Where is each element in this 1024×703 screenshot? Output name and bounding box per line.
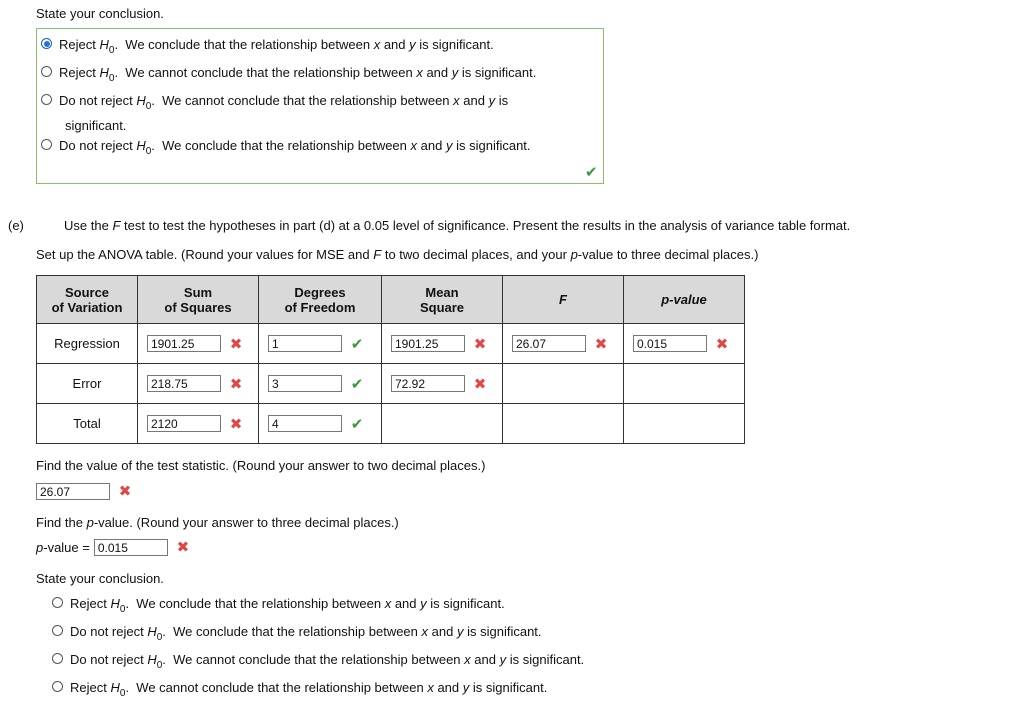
bottom-option-3[interactable]: [52, 650, 584, 675]
empty-cell: [503, 364, 624, 404]
bottom-option-4[interactable]: [52, 678, 547, 703]
test-stat-input[interactable]: 26.07: [36, 483, 110, 500]
table-row-error: [37, 364, 745, 404]
cross-icon: ✖: [229, 415, 243, 433]
top-option-3[interactable]: [41, 91, 561, 135]
empty-cell: [624, 364, 745, 404]
top-option-1[interactable]: [41, 35, 494, 60]
option-text: Do not reject $H_0$. We cannot conclude that the relationship between x and y is significant.: [70, 652, 585, 671]
anova-table: [36, 275, 745, 444]
ms-error-input[interactable]: 72.92: [391, 375, 465, 392]
header-mean-square: Mean Square: [382, 276, 503, 324]
df-regression-input[interactable]: 1: [268, 335, 342, 352]
top-option-4[interactable]: [41, 136, 531, 161]
p-value-row: p -value = 0.015 ✖: [36, 539, 190, 556]
ss-error-input[interactable]: 218.75: [147, 375, 221, 392]
p-value-label: -value =: [43, 539, 90, 555]
check-icon: ✔: [350, 335, 364, 353]
radio-icon[interactable]: [52, 625, 63, 636]
part-e-label: (e): [8, 218, 24, 233]
bottom-option-2[interactable]: [52, 622, 542, 647]
check-icon: ✔: [585, 164, 598, 181]
empty-cell: [382, 404, 503, 444]
row-source: Error: [37, 364, 138, 404]
cross-icon: ✖: [594, 335, 608, 353]
f-input[interactable]: 26.07: [512, 335, 586, 352]
cross-icon: ✖: [229, 375, 243, 393]
ms-regression-input[interactable]: 1901.25: [391, 335, 465, 352]
table-row-total: [37, 404, 745, 444]
option-text: Reject $H_0$. We cannot conclude that the relationship between x and y is significant.: [70, 680, 548, 699]
radio-icon[interactable]: [52, 597, 63, 608]
top-conclusion-prompt: State your conclusion.: [36, 6, 164, 21]
header-sum-of-squares: Sum of Squares: [138, 276, 259, 324]
p-value-input[interactable]: 0.015: [94, 539, 168, 556]
p-value-table-input[interactable]: 0.015: [633, 335, 707, 352]
p-value-prompt: Find the p-value. (Round your answer to three decimal places.): [36, 515, 399, 530]
anova-setup-instructions: Set up the ANOVA table. (Round your values for MSE and F to two decimal places, and your p-value to three decimal places.): [36, 247, 759, 262]
option-text: Reject $H_0$. We conclude that the relationship between x and y is significant.: [59, 37, 494, 56]
test-stat-row: [36, 482, 132, 500]
row-source: Regression: [37, 324, 138, 364]
check-icon: ✔: [350, 415, 364, 433]
cross-icon: ✖: [118, 483, 132, 500]
option-text: Reject $H_0$. We conclude that the relationship between x and y is significant.: [70, 596, 505, 615]
top-option-2[interactable]: [41, 63, 536, 88]
header-degrees-of-freedom: Degrees of Freedom: [259, 276, 382, 324]
radio-icon[interactable]: [52, 681, 63, 692]
radio-icon[interactable]: [52, 653, 63, 664]
radio-selected-icon[interactable]: [41, 38, 52, 49]
cross-icon: ✖: [176, 539, 190, 556]
part-e-instructions: Use the F test to test the hypotheses in part (d) at a 0.05 level of significance. Present the results in the analysis of variance table format.: [64, 218, 851, 233]
empty-cell: [503, 404, 624, 444]
row-source: Total: [37, 404, 138, 444]
cross-icon: ✖: [715, 335, 729, 353]
option-text: Do not reject $H_0$. We cannot conclude that the relationship between x and y is significant.: [59, 93, 509, 133]
df-error-input[interactable]: 3: [268, 375, 342, 392]
ss-total-input[interactable]: 2120: [147, 415, 221, 432]
cross-icon: ✖: [473, 375, 487, 393]
header-f: F: [503, 276, 624, 324]
table-row-regression: [37, 324, 745, 364]
bottom-option-1[interactable]: [52, 594, 505, 619]
empty-cell: [624, 404, 745, 444]
top-conclusion-box: [36, 28, 604, 184]
option-text: Reject $H_0$. We cannot conclude that the relationship between x and y is significant.: [59, 65, 537, 84]
option-text: Do not reject $H_0$. We conclude that the relationship between x and y is significant.: [70, 624, 542, 643]
radio-icon[interactable]: [41, 139, 52, 150]
ss-regression-input[interactable]: 1901.25: [147, 335, 221, 352]
test-stat-prompt: Find the value of the test statistic. (Round your answer to two decimal places.): [36, 458, 486, 473]
option-text: Do not reject $H_0$. We conclude that the relationship between x and y is significant.: [59, 138, 531, 157]
header-source: Source of Variation: [37, 276, 138, 324]
check-icon: ✔: [350, 375, 364, 393]
radio-icon[interactable]: [41, 94, 52, 105]
df-total-input[interactable]: 4: [268, 415, 342, 432]
bottom-conclusion-prompt: State your conclusion.: [36, 571, 164, 586]
cross-icon: ✖: [229, 335, 243, 353]
header-p-value: p-value: [624, 276, 745, 324]
cross-icon: ✖: [473, 335, 487, 353]
radio-icon[interactable]: [41, 66, 52, 77]
